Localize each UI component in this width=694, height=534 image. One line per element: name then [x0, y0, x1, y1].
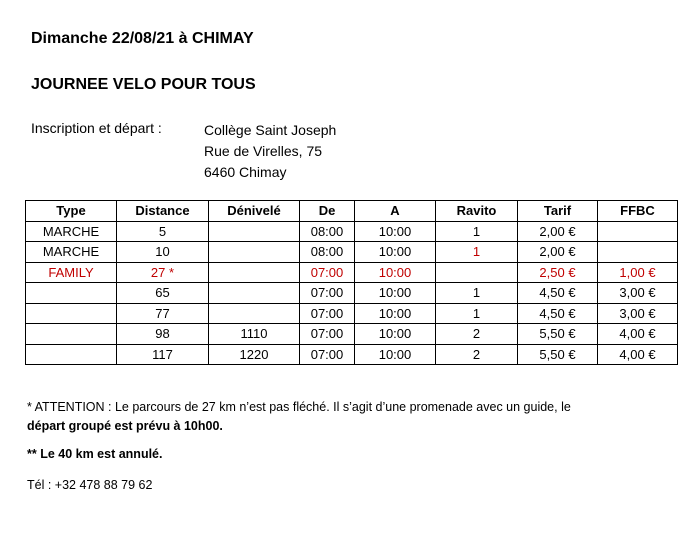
cell-ffbc [598, 221, 678, 242]
column-header-price: Tarif [518, 201, 598, 222]
cell-elevation: 1220 [209, 344, 300, 365]
cell-price: 2,50 € [518, 262, 598, 283]
table-row [26, 324, 678, 345]
routes-table [25, 200, 678, 365]
cell-ffbc: 1,00 € [598, 262, 678, 283]
column-header-type: Type [26, 201, 117, 222]
cell-ravito: 1 [436, 303, 518, 324]
cell-distance: 27 * [117, 262, 209, 283]
cell-distance: 98 [117, 324, 209, 345]
cell-from: 07:00 [300, 324, 355, 345]
cell-distance: 77 [117, 303, 209, 324]
cell-ravito [436, 262, 518, 283]
cell-ffbc: 4,00 € [598, 344, 678, 365]
table-header-row [26, 201, 678, 222]
cell-to: 10:00 [355, 303, 436, 324]
registration-address [204, 120, 336, 183]
cell-from: 07:00 [300, 303, 355, 324]
column-header-ravito: Ravito [436, 201, 518, 222]
table-row-family [26, 262, 678, 283]
cell-price: 5,50 € [518, 324, 598, 345]
cell-elevation [209, 221, 300, 242]
registration-label: Inscription et départ : [31, 120, 162, 136]
cell-ravito: 2 [436, 324, 518, 345]
cell-elevation [209, 283, 300, 304]
cell-ravito: 1 [436, 221, 518, 242]
cell-distance: 117 [117, 344, 209, 365]
cell-ravito: 2 [436, 344, 518, 365]
cell-type: MARCHE [26, 242, 117, 263]
column-header-elevation: Dénivelé [209, 201, 300, 222]
table-row [26, 344, 678, 365]
column-header-ffbc: FFBC [598, 201, 678, 222]
cell-from: 08:00 [300, 221, 355, 242]
cell-distance: 10 [117, 242, 209, 263]
cell-type [26, 324, 117, 345]
column-header-from: De [300, 201, 355, 222]
cell-from: 07:00 [300, 283, 355, 304]
cell-price: 4,50 € [518, 303, 598, 324]
cell-from: 07:00 [300, 262, 355, 283]
event-title: JOURNEE VELO POUR TOUS [31, 76, 256, 93]
cell-price: 2,00 € [518, 242, 598, 263]
cell-to: 10:00 [355, 262, 436, 283]
attention-note-line-2: départ groupé est prévu à 10h00. [27, 419, 223, 433]
table-row [26, 221, 678, 242]
cell-type [26, 344, 117, 365]
attention-note-line-1: * ATTENTION : Le parcours de 27 km n’est pas fléché. Il s’agit d’une promenade avec un guide, le [27, 400, 571, 414]
cell-price: 2,00 € [518, 221, 598, 242]
event-date-heading: Dimanche 22/08/21 à CHIMAY [31, 30, 254, 47]
cell-price: 5,50 € [518, 344, 598, 365]
cell-to: 10:00 [355, 221, 436, 242]
cell-elevation: 1110 [209, 324, 300, 345]
cell-ffbc [598, 242, 678, 263]
cell-type: MARCHE [26, 221, 117, 242]
cell-ffbc: 3,00 € [598, 283, 678, 304]
table-row [26, 283, 678, 304]
address-line-3: 6460 Chimay [204, 164, 287, 180]
address-line-2: Rue de Virelles, 75 [204, 143, 323, 159]
table-row [26, 303, 678, 324]
cell-ffbc: 3,00 € [598, 303, 678, 324]
table-row [26, 242, 678, 263]
column-header-to: A [355, 201, 436, 222]
cell-ravito: 1 [436, 242, 518, 263]
cell-elevation [209, 303, 300, 324]
cell-distance: 5 [117, 221, 209, 242]
phone-contact: Tél : +32 478 88 79 62 [27, 478, 153, 492]
cell-type: FAMILY [26, 262, 117, 283]
cell-to: 10:00 [355, 324, 436, 345]
cancellation-note: ** Le 40 km est annulé. [27, 447, 163, 461]
cell-ffbc: 4,00 € [598, 324, 678, 345]
cell-distance: 65 [117, 283, 209, 304]
column-header-distance: Distance [117, 201, 209, 222]
address-line-1: Collège Saint Joseph [204, 122, 337, 138]
cell-to: 10:00 [355, 242, 436, 263]
cell-type [26, 283, 117, 304]
cell-to: 10:00 [355, 344, 436, 365]
cell-elevation [209, 262, 300, 283]
cell-to: 10:00 [355, 283, 436, 304]
cell-from: 08:00 [300, 242, 355, 263]
cell-elevation [209, 242, 300, 263]
cell-price: 4,50 € [518, 283, 598, 304]
attention-note [27, 398, 571, 436]
cell-from: 07:00 [300, 344, 355, 365]
cell-type [26, 303, 117, 324]
cell-ravito: 1 [436, 283, 518, 304]
